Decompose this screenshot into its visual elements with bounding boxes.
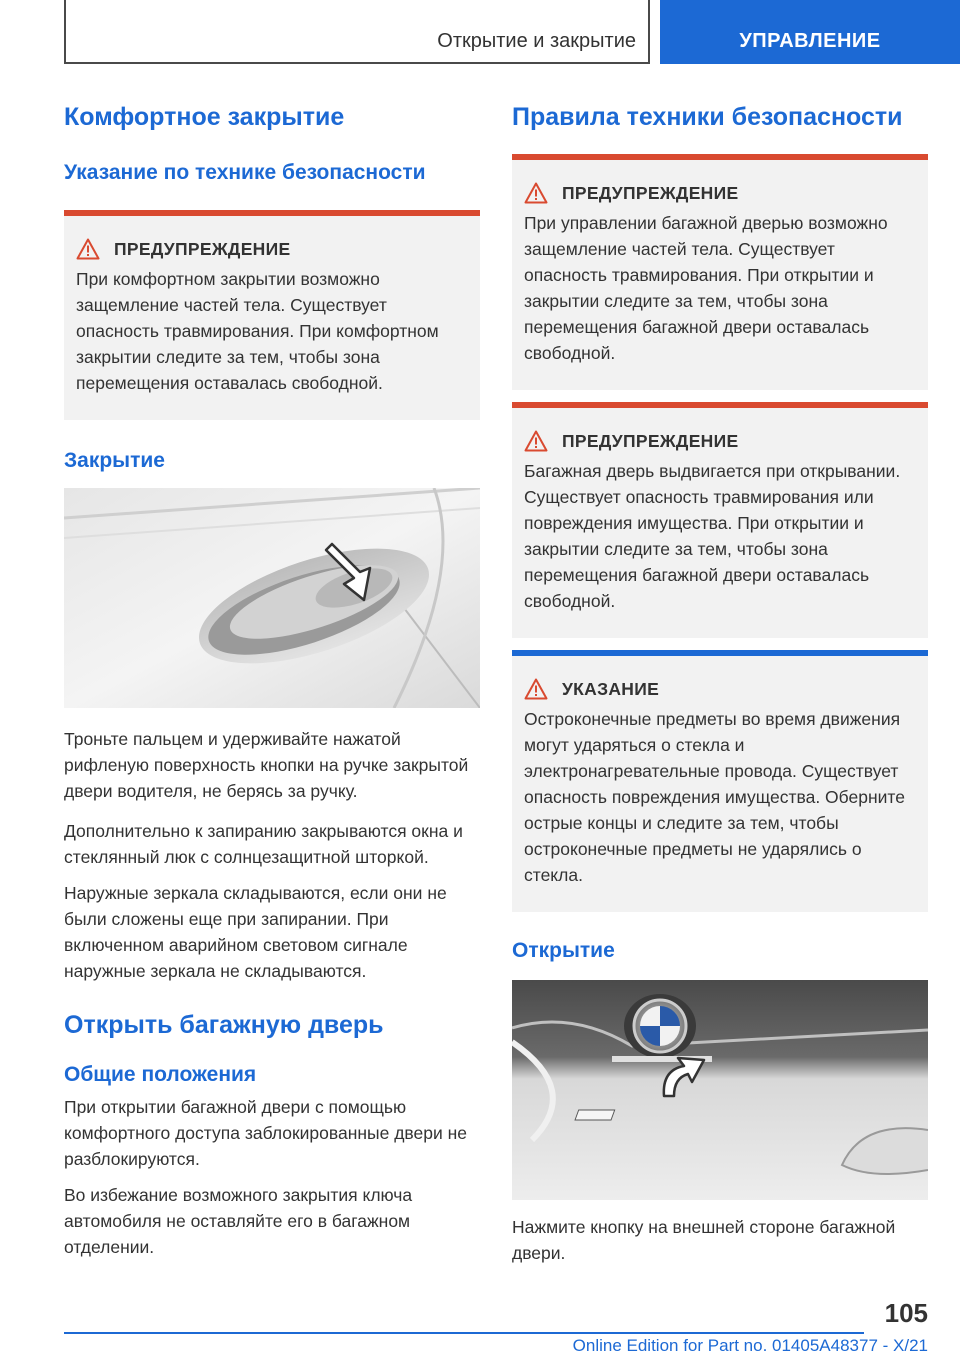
warning-text: При комфортном закрытии возможно защемление частей тела. Существует опасность травмирования. При комфортном закрытии следите за тем, чтобы зона перемещения оставалась свободной.	[76, 269, 439, 393]
heading-safety-rules: Правила техники безопасности	[512, 103, 903, 131]
paragraph-comfort-access: При открытии багажной двери с помощью комфортного доступа заблокированные двери не разблокируются.	[64, 1097, 468, 1169]
paragraph-windows-close: Дополнительно к запиранию закрываются окна и стеклянный люк с солнцезащитной шторкой.	[64, 821, 463, 867]
door-handle-photo	[64, 488, 480, 708]
footer-divider	[64, 1332, 864, 1334]
warning-box	[512, 402, 928, 638]
header-chapter-tab	[660, 0, 960, 64]
page-number: 105	[884, 1298, 928, 1328]
header-section-title: Открытие и закрытие	[437, 30, 636, 52]
warning-text: Багажная дверь выдвигается при открывании. Существует опасность травмирования или повреждения имущества. При открытии и закрытии следите за тем, чтобы зона перемещения багажной двери оставалась свободной.	[524, 461, 901, 611]
paragraph-key-warning: Во избежание возможного закрытия ключа автомобиля не оставляйте его в багажном отделении.	[64, 1185, 413, 1257]
paragraph-touch-handle: Троньте пальцем и удерживайте нажатой рифленую поверхность кнопки на ручке закрытой двери водителя, не берясь за ручку.	[64, 729, 469, 801]
warning-box	[512, 154, 928, 390]
left-column	[64, 100, 480, 1260]
warning-label: ПРЕДУПРЕЖДЕНИЕ	[562, 182, 739, 203]
trunk-button-photo	[512, 980, 928, 1200]
heading-general: Общие положения	[64, 1063, 257, 1086]
warning-triangle-icon	[524, 182, 548, 204]
notice-label: УКАЗАНИЕ	[562, 678, 660, 699]
warning-triangle-icon	[76, 238, 100, 260]
header-section-tab	[64, 0, 650, 64]
footer-edition: Online Edition for Part no. 01405A48377 - X/21	[572, 1336, 928, 1355]
notice-box	[512, 650, 928, 912]
warning-triangle-icon	[524, 430, 548, 452]
heading-open-trunk: Открыть багажную дверь	[64, 1011, 384, 1039]
warning-triangle-icon	[524, 678, 548, 700]
warning-text: При управлении багажной дверью возможно защемление частей тела. Существует опасность травмирования. При открытии и закрытии следите за тем, чтобы зона перемещения багажной двери оставалась свободной.	[524, 213, 888, 363]
heading-comfort-closing: Комфортное закрытие	[64, 103, 345, 131]
paragraph-press-button: Нажмите кнопку на внешней стороне багажной двери.	[512, 1217, 896, 1263]
heading-safety-note: Указание по технике безопасности	[64, 161, 426, 184]
notice-text: Остроконечные предметы во время движения могут ударяться о стекла и электронагревательные провода. Существует опасность повреждения имущества. Оберните острые концы и следите за тем, чтобы остроконечные предметы не ударялись о стекла.	[524, 709, 905, 885]
heading-closing: Закрытие	[64, 449, 165, 472]
warning-label: ПРЕДУПРЕЖДЕНИЕ	[562, 430, 739, 451]
paragraph-mirrors-fold: Наружные зеркала складываются, если они не были сложены еще при запирании. При включенном аварийном световом сигнале наружные зеркала не складываются.	[64, 883, 447, 981]
right-column	[512, 100, 928, 1266]
heading-opening: Открытие	[512, 939, 615, 962]
header-chapter-title: УПРАВЛЕНИЕ	[739, 30, 881, 52]
warning-box	[64, 210, 480, 420]
warning-label: ПРЕДУПРЕЖДЕНИЕ	[114, 238, 291, 259]
